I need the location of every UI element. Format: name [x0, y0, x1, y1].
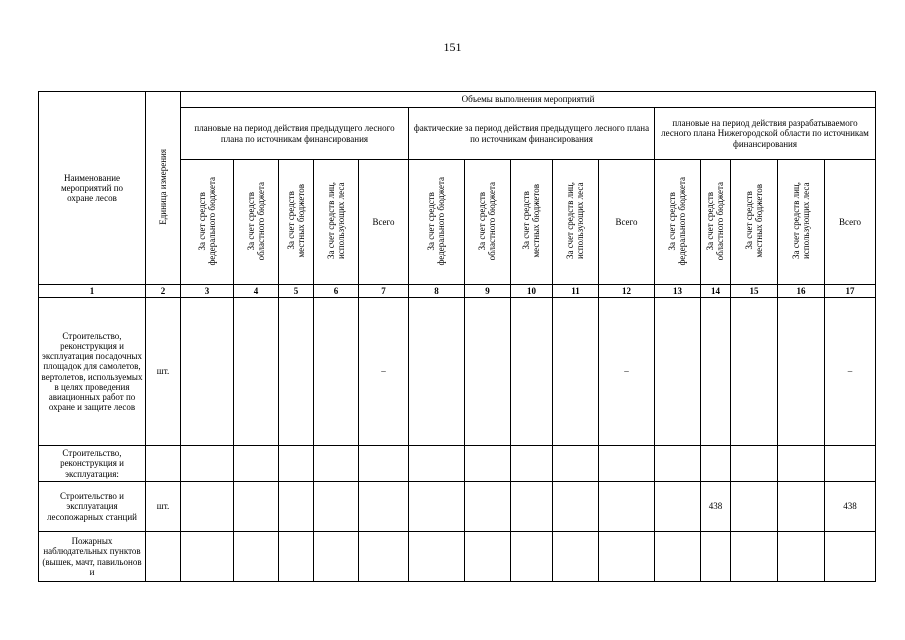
- row-regional-planned-current: [701, 298, 731, 446]
- header-sub-local-1: За счет средств местных бюджетов: [279, 160, 314, 285]
- column-number: 3: [181, 285, 234, 298]
- table-cell: [409, 482, 465, 532]
- table-cell: [409, 446, 465, 482]
- header-total-1: Всего: [359, 160, 409, 285]
- table-cell: [279, 482, 314, 532]
- column-number: 9: [465, 285, 511, 298]
- table-cell: [778, 532, 825, 582]
- table-cell: [279, 446, 314, 482]
- row-total-actual-previous: [599, 482, 655, 532]
- table-cell: [511, 532, 553, 582]
- table-cell: [731, 482, 778, 532]
- row-activity-name: Строительство и эксплуатация лесопожарных станций: [39, 482, 146, 532]
- table-cell: [655, 446, 701, 482]
- table-cell: [731, 298, 778, 446]
- header-sub-federal-1: За счет средств федерального бюджета: [181, 160, 234, 285]
- row-total-planned-current: [825, 446, 876, 482]
- row-total-planned-current: [825, 532, 876, 582]
- row-unit: шт.: [146, 298, 181, 446]
- table-cell: [181, 298, 234, 446]
- row-total-planned-current: –: [825, 298, 876, 446]
- header-sub-regional-2: За счет средств областного бюджета: [465, 160, 511, 285]
- row-total-planned-previous: –: [359, 298, 409, 446]
- table-cell: [465, 482, 511, 532]
- page-number: 151: [443, 40, 462, 54]
- column-number: 16: [778, 285, 825, 298]
- column-number: 8: [409, 285, 465, 298]
- table-cell: [655, 298, 701, 446]
- header-group-planned-current: плановые на период действия разрабатываемого лесного плана Нижегородской области по источникам финансирования: [655, 108, 876, 160]
- table-cell: [181, 482, 234, 532]
- row-activity-name: Строительство, реконструкция и эксплуатация:: [39, 446, 146, 482]
- row-total-actual-previous: –: [599, 298, 655, 446]
- column-number: 10: [511, 285, 553, 298]
- column-number: 15: [731, 285, 778, 298]
- table-cell: [181, 532, 234, 582]
- table-cell: [553, 532, 599, 582]
- table-cell: [778, 298, 825, 446]
- column-number: 2: [146, 285, 181, 298]
- table-cell: [731, 532, 778, 582]
- table-cell: [314, 298, 359, 446]
- header-sub-regional-3: За счет средств областного бюджета: [701, 160, 731, 285]
- header-sub-persons-3: За счет средств лиц, использующих леса: [778, 160, 825, 285]
- table-cell: [655, 482, 701, 532]
- column-number: 6: [314, 285, 359, 298]
- table-cell: [553, 298, 599, 446]
- table-cell: [314, 446, 359, 482]
- header-unit: Единица измерения: [146, 92, 181, 285]
- table-cell: [731, 446, 778, 482]
- column-number: 7: [359, 285, 409, 298]
- header-activity-name: Наименование мероприятий по охране лесов: [39, 92, 146, 285]
- column-number: 17: [825, 285, 876, 298]
- column-number: 5: [279, 285, 314, 298]
- header-sub-local-3: За счет средств местных бюджетов: [731, 160, 778, 285]
- header-group-actual-previous: фактические за период действия предыдущего лесного плана по источникам финансирования: [409, 108, 655, 160]
- table-row: [39, 446, 876, 482]
- row-total-actual-previous: [599, 532, 655, 582]
- header-volumes: Объемы выполнения мероприятий: [181, 92, 876, 108]
- table-cell: [465, 298, 511, 446]
- table-cell: [511, 298, 553, 446]
- table-cell: [465, 446, 511, 482]
- column-number: 14: [701, 285, 731, 298]
- column-number: 1: [39, 285, 146, 298]
- table-cell: [279, 532, 314, 582]
- header-sub-persons-1: За счет средств лиц, использующих леса: [314, 160, 359, 285]
- row-total-planned-previous: [359, 532, 409, 582]
- row-regional-planned-current: 438: [701, 482, 731, 532]
- table-cell: [553, 446, 599, 482]
- table-cell: [234, 298, 279, 446]
- table-cell: [234, 482, 279, 532]
- header-sub-federal-3: За счет средств федерального бюджета: [655, 160, 701, 285]
- row-regional-planned-current: [701, 446, 731, 482]
- row-activity-name: Строительство, реконструкция и эксплуатация посадочных площадок для самолетов, вертолетов, используемых в целях проведения авиационных работ по охране и защите лесов: [39, 298, 146, 446]
- table-cell: [181, 446, 234, 482]
- column-number: 11: [553, 285, 599, 298]
- header-sub-persons-2: За счет средств лиц, использующих леса: [553, 160, 599, 285]
- table-cell: [778, 446, 825, 482]
- header-group-planned-previous: плановые на период действия предыдущего лесного плана по источникам финансирования: [181, 108, 409, 160]
- row-unit: [146, 446, 181, 482]
- table-cell: [553, 482, 599, 532]
- header-sub-local-2: За счет средств местных бюджетов: [511, 160, 553, 285]
- column-number: 12: [599, 285, 655, 298]
- row-total-planned-current: 438: [825, 482, 876, 532]
- header-total-2: Всего: [599, 160, 655, 285]
- table-cell: [778, 482, 825, 532]
- table-cell: [234, 446, 279, 482]
- row-unit: [146, 532, 181, 582]
- table-row: [39, 482, 876, 532]
- row-regional-planned-current: [701, 532, 731, 582]
- table-cell: [655, 532, 701, 582]
- header-sub-federal-2: За счет средств федерального бюджета: [409, 160, 465, 285]
- table-row: [39, 298, 876, 446]
- table-cell: [314, 532, 359, 582]
- table-cell: [409, 532, 465, 582]
- table-cell: [314, 482, 359, 532]
- row-unit: шт.: [146, 482, 181, 532]
- table-row: [39, 532, 876, 582]
- header-total-3: Всего: [825, 160, 876, 285]
- column-number: 4: [234, 285, 279, 298]
- forest-protection-table: [38, 91, 876, 582]
- header-sub-regional-1: За счет средств областного бюджета: [234, 160, 279, 285]
- table-cell: [279, 298, 314, 446]
- table-cell: [465, 532, 511, 582]
- column-number: 13: [655, 285, 701, 298]
- table-cell: [409, 298, 465, 446]
- row-total-planned-previous: [359, 482, 409, 532]
- table-cell: [511, 482, 553, 532]
- table-cell: [234, 532, 279, 582]
- row-activity-name: Пожарных наблюдательных пунктов (вышек, мачт, павильонов и: [39, 532, 146, 582]
- row-total-actual-previous: [599, 446, 655, 482]
- row-total-planned-previous: [359, 446, 409, 482]
- table-cell: [511, 446, 553, 482]
